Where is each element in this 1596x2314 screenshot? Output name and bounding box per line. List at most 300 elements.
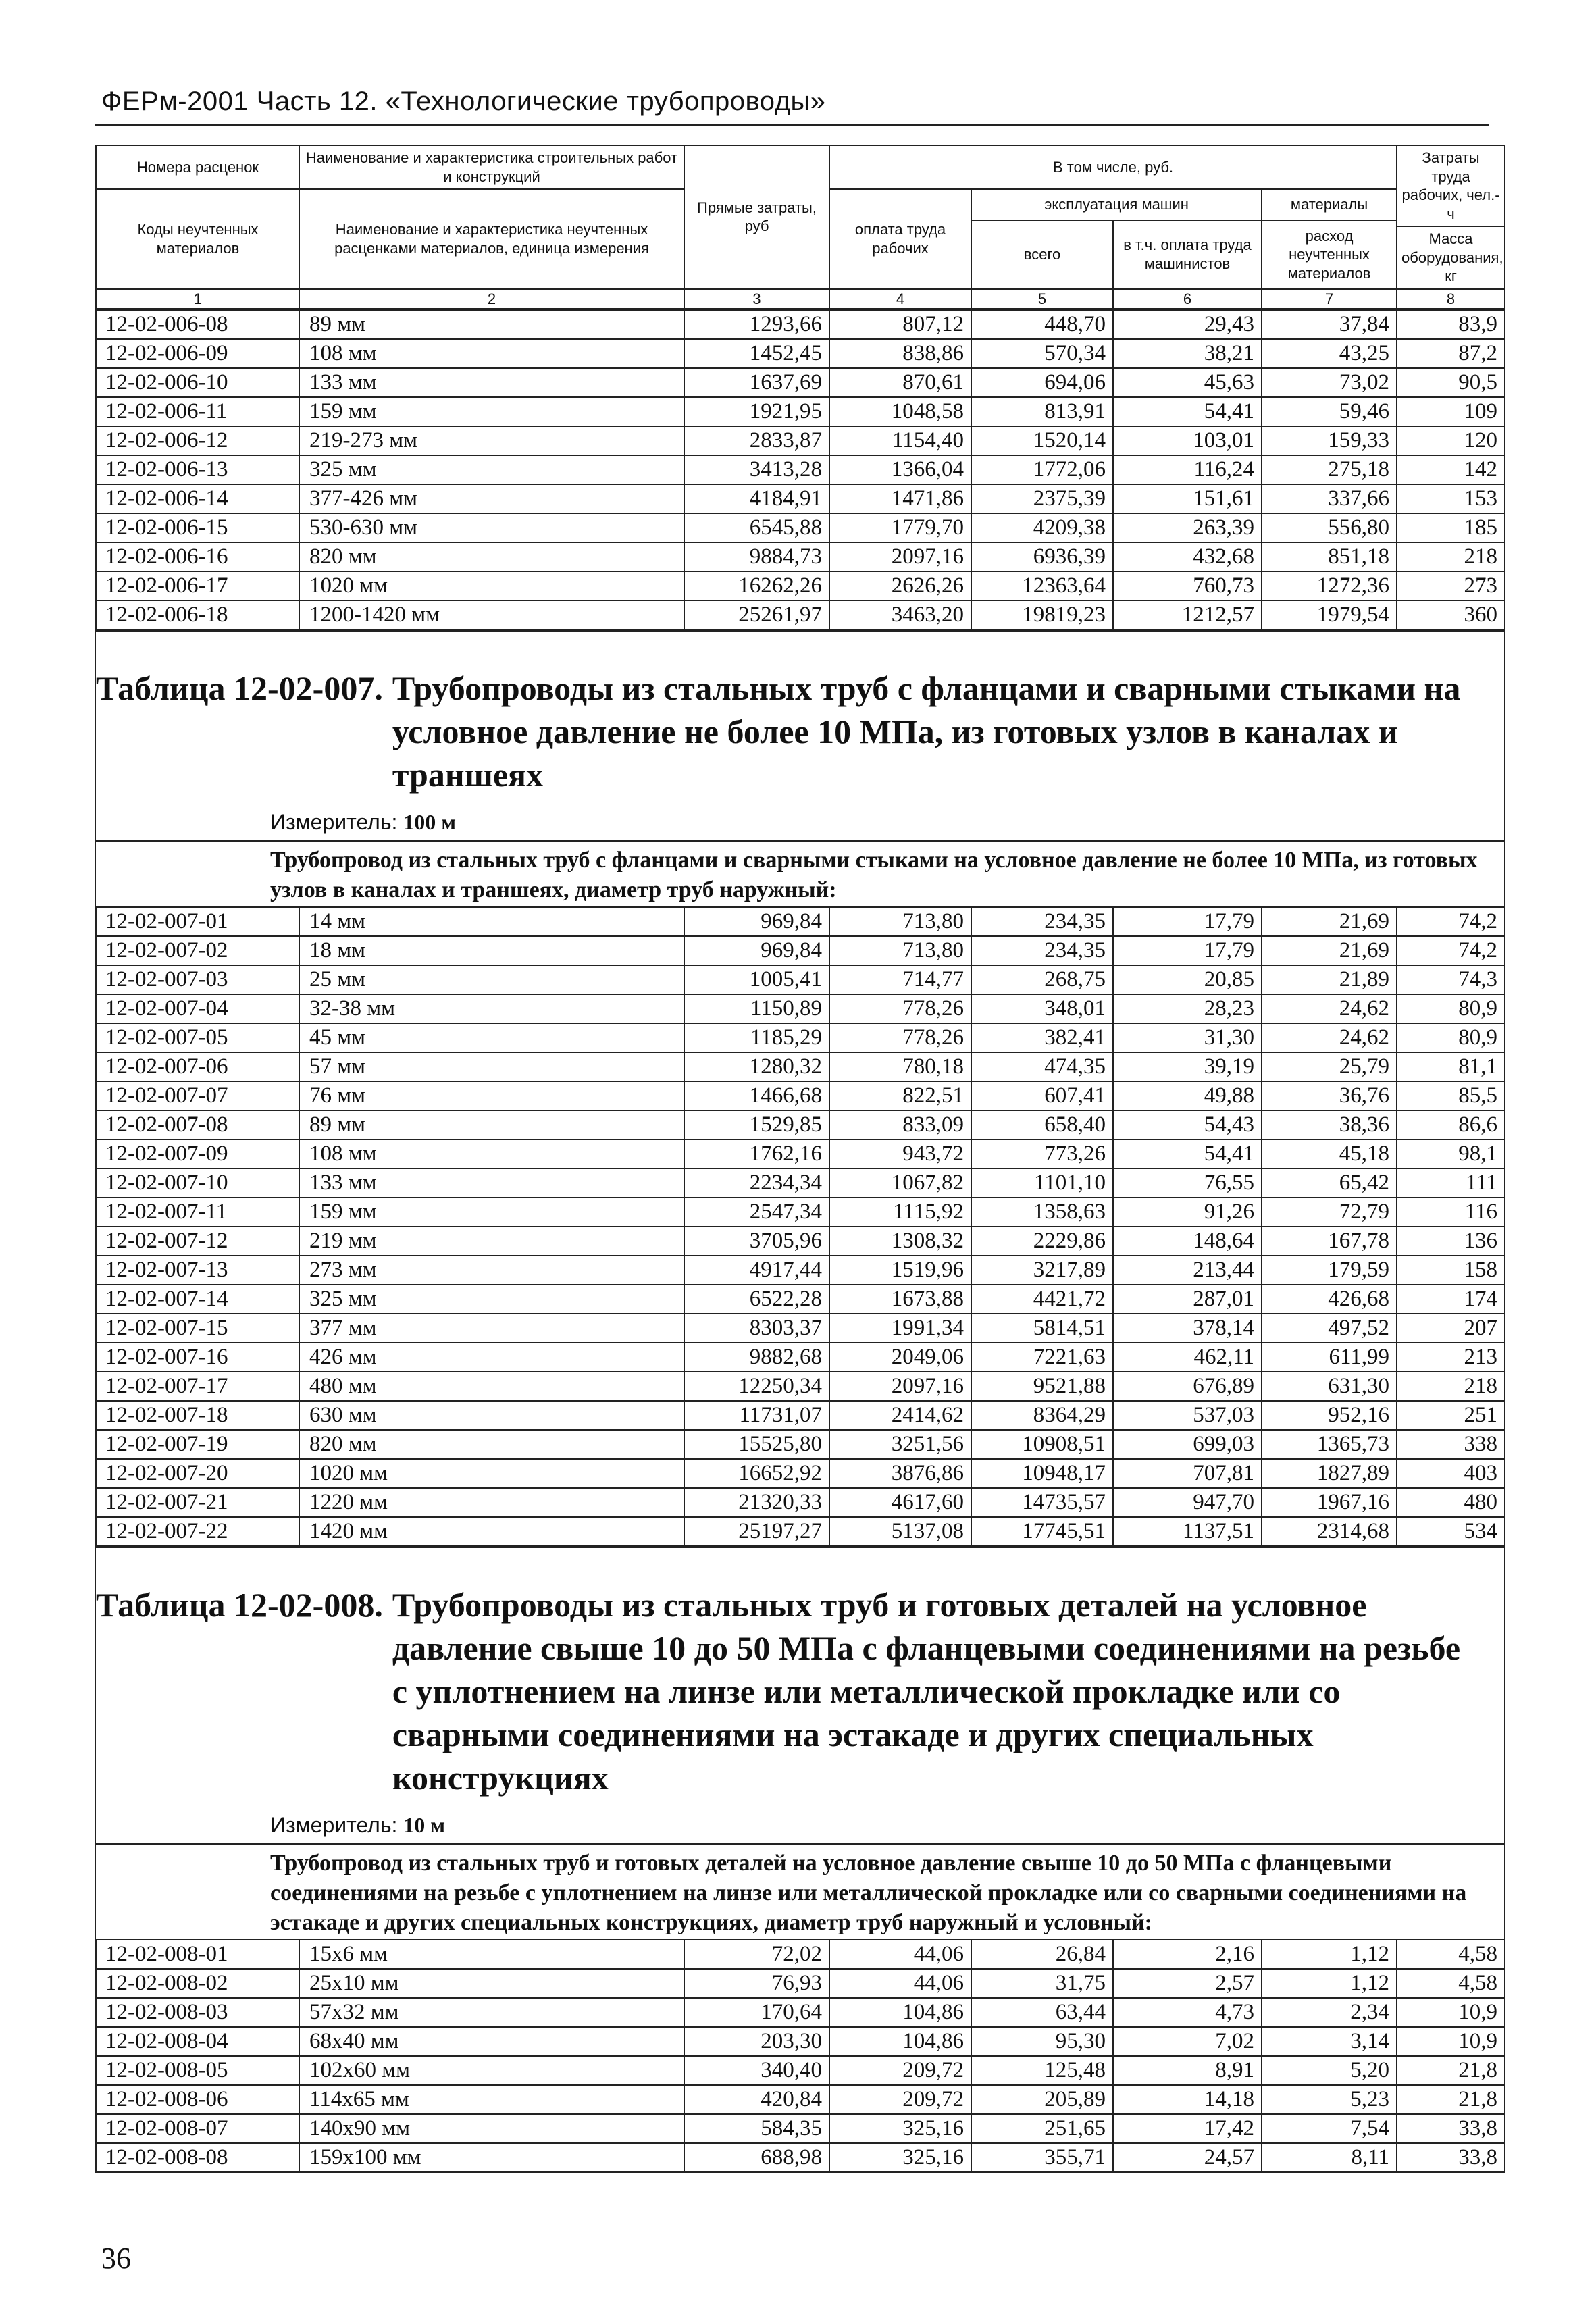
- work-name-cell: 25x10 мм: [299, 1969, 684, 1998]
- direct-cost-cell: 170,64: [684, 1998, 829, 2027]
- materials-cost-cell: 73,02: [1262, 368, 1397, 397]
- rate-code-cell: 12-02-006-17: [97, 571, 299, 600]
- rate-code-cell: 12-02-008-05: [97, 2056, 299, 2085]
- labor-hours-cell: 207: [1397, 1314, 1505, 1343]
- table-row: [97, 1372, 1505, 1401]
- machine-total-cell: 205,89: [971, 2085, 1113, 2114]
- labor-pay-cell: 833,09: [829, 1110, 971, 1139]
- machine-total-cell: 4421,72: [971, 1285, 1113, 1314]
- materials-cost-cell: 1,12: [1262, 1940, 1397, 1969]
- labor-hours-cell: 534: [1397, 1517, 1505, 1546]
- machinist-pay-cell: 28,23: [1113, 994, 1262, 1023]
- table-row: [97, 1459, 1505, 1488]
- labor-hours-cell: 174: [1397, 1285, 1505, 1314]
- direct-cost-cell: 16262,26: [684, 571, 829, 600]
- table-row: [97, 2027, 1505, 2056]
- labor-hours-cell: 21,8: [1397, 2056, 1505, 2085]
- machinist-pay-cell: 20,85: [1113, 965, 1262, 994]
- work-name-cell: 102x60 мм: [299, 2056, 684, 2085]
- machine-total-cell: 570,34: [971, 339, 1113, 368]
- labor-hours-cell: 109: [1397, 397, 1505, 426]
- materials-cost-cell: 851,18: [1262, 542, 1397, 571]
- materials-cost-cell: 5,20: [1262, 2056, 1397, 2085]
- machine-total-cell: 5814,51: [971, 1314, 1113, 1343]
- rate-code-cell: 12-02-006-09: [97, 339, 299, 368]
- direct-cost-cell: 2833,87: [684, 426, 829, 455]
- col-number: 2: [299, 289, 684, 309]
- machine-total-cell: 19819,23: [971, 600, 1113, 629]
- table-row: [97, 1285, 1505, 1314]
- rate-code-cell: 12-02-007-14: [97, 1285, 299, 1314]
- rate-code-cell: 12-02-007-08: [97, 1110, 299, 1139]
- machine-total-cell: 607,41: [971, 1081, 1113, 1110]
- work-name-cell: 1020 мм: [299, 1459, 684, 1488]
- rate-code-cell: 12-02-007-01: [97, 907, 299, 936]
- materials-cost-cell: 65,42: [1262, 1168, 1397, 1198]
- work-name-cell: 377 мм: [299, 1314, 684, 1343]
- work-name-cell: 15x6 мм: [299, 1940, 684, 1969]
- table-row: [97, 2114, 1505, 2143]
- labor-hours-cell: 80,9: [1397, 994, 1505, 1023]
- rate-code-cell: 12-02-007-05: [97, 1023, 299, 1052]
- direct-cost-cell: 9884,73: [684, 542, 829, 571]
- direct-cost-cell: 1921,95: [684, 397, 829, 426]
- materials-cost-cell: 21,69: [1262, 907, 1397, 936]
- machinist-pay-cell: 760,73: [1113, 571, 1262, 600]
- machinist-pay-cell: 91,26: [1113, 1198, 1262, 1227]
- work-name-cell: 219-273 мм: [299, 426, 684, 455]
- direct-cost-cell: 8303,37: [684, 1314, 829, 1343]
- rate-code-cell: 12-02-007-12: [97, 1227, 299, 1256]
- direct-cost-cell: 25261,97: [684, 600, 829, 629]
- work-name-cell: 68x40 мм: [299, 2027, 684, 2056]
- materials-cost-cell: 5,23: [1262, 2085, 1397, 2114]
- rate-code-cell: 12-02-007-13: [97, 1256, 299, 1285]
- materials-cost-cell: 611,99: [1262, 1343, 1397, 1372]
- materials-cost-cell: 43,25: [1262, 339, 1397, 368]
- labor-pay-cell: 1779,70: [829, 513, 971, 542]
- machine-total-cell: 234,35: [971, 907, 1113, 936]
- labor-pay-cell: 325,16: [829, 2143, 971, 2172]
- machinist-pay-cell: 7,02: [1113, 2027, 1262, 2056]
- header-col1-bottom: Коды неучтенных материалов: [97, 189, 299, 289]
- table-row: [97, 907, 1505, 936]
- machine-total-cell: 14735,57: [971, 1488, 1113, 1517]
- work-name-cell: 426 мм: [299, 1343, 684, 1372]
- machinist-pay-cell: 537,03: [1113, 1401, 1262, 1430]
- materials-cost-cell: 25,79: [1262, 1052, 1397, 1081]
- direct-cost-cell: 6522,28: [684, 1285, 829, 1314]
- machine-total-cell: 3217,89: [971, 1256, 1113, 1285]
- labor-pay-cell: 104,86: [829, 1998, 971, 2027]
- materials-cost-cell: 952,16: [1262, 1401, 1397, 1430]
- machine-total-cell: 4209,38: [971, 513, 1113, 542]
- table-008: [96, 1939, 1505, 2173]
- machinist-pay-cell: 17,79: [1113, 907, 1262, 936]
- labor-hours-cell: 142: [1397, 455, 1505, 484]
- table-row: [97, 339, 1505, 368]
- rate-code-cell: 12-02-007-16: [97, 1343, 299, 1372]
- machinist-pay-cell: 947,70: [1113, 1488, 1262, 1517]
- rate-code-cell: 12-02-007-20: [97, 1459, 299, 1488]
- work-name-cell: 159x100 мм: [299, 2143, 684, 2172]
- work-name-cell: 18 мм: [299, 936, 684, 965]
- labor-hours-cell: 251: [1397, 1401, 1505, 1430]
- labor-hours-cell: 90,5: [1397, 368, 1505, 397]
- labor-pay-cell: 807,12: [829, 310, 971, 339]
- machinist-pay-cell: 8,91: [1113, 2056, 1262, 2085]
- table-row: [97, 1401, 1505, 1430]
- direct-cost-cell: 4917,44: [684, 1256, 829, 1285]
- direct-cost-cell: 1637,69: [684, 368, 829, 397]
- labor-hours-cell: 4,58: [1397, 1940, 1505, 1969]
- machinist-pay-cell: 116,24: [1113, 455, 1262, 484]
- labor-hours-cell: 218: [1397, 542, 1505, 571]
- machine-total-cell: 234,35: [971, 936, 1113, 965]
- rate-code-cell: 12-02-008-06: [97, 2085, 299, 2114]
- work-name-cell: 159 мм: [299, 1198, 684, 1227]
- machine-total-cell: 95,30: [971, 2027, 1113, 2056]
- labor-pay-cell: 838,86: [829, 339, 971, 368]
- machinist-pay-cell: 378,14: [1113, 1314, 1262, 1343]
- work-name-cell: 480 мм: [299, 1372, 684, 1401]
- rate-code-cell: 12-02-007-02: [97, 936, 299, 965]
- table-row: [97, 2056, 1505, 2085]
- labor-pay-cell: 1115,92: [829, 1198, 971, 1227]
- table-row: [97, 426, 1505, 455]
- labor-hours-cell: 80,9: [1397, 1023, 1505, 1052]
- labor-hours-cell: 98,1: [1397, 1139, 1505, 1168]
- machinist-pay-cell: 213,44: [1113, 1256, 1262, 1285]
- rate-code-cell: 12-02-008-04: [97, 2027, 299, 2056]
- table-row: [97, 600, 1505, 629]
- labor-pay-cell: 714,77: [829, 965, 971, 994]
- table-row: [97, 1517, 1505, 1546]
- labor-pay-cell: 1471,86: [829, 484, 971, 513]
- table-007-description: Трубопровод из стальных труб с фланцами и сварными стыками на условное давление не более 10 МПа, из готовых узлов в каналах и траншеях, диаметр труб наружный:: [96, 840, 1504, 906]
- direct-cost-cell: 72,02: [684, 1940, 829, 1969]
- table-007-title: Трубопроводы из стальных труб с фланцами и сварными стыками на условное давление не более 10 МПа, из готовых узлов в каналах и траншеях: [392, 669, 1461, 794]
- work-name-cell: 25 мм: [299, 965, 684, 994]
- rate-code-cell: 12-02-007-19: [97, 1430, 299, 1459]
- table-row: [97, 513, 1505, 542]
- rate-code-cell: 12-02-006-11: [97, 397, 299, 426]
- labor-pay-cell: 943,72: [829, 1139, 971, 1168]
- machine-total-cell: 813,91: [971, 397, 1113, 426]
- labor-pay-cell: 1991,34: [829, 1314, 971, 1343]
- table-row: [97, 1081, 1505, 1110]
- labor-hours-cell: 4,58: [1397, 1969, 1505, 1998]
- table-row: [97, 1139, 1505, 1168]
- direct-cost-cell: 9882,68: [684, 1343, 829, 1372]
- measure-label: Измеритель:: [270, 1813, 398, 1837]
- materials-cost-cell: 631,30: [1262, 1372, 1397, 1401]
- col-number: 1: [97, 289, 299, 309]
- table-row: [97, 1314, 1505, 1343]
- labor-pay-cell: 1519,96: [829, 1256, 971, 1285]
- rate-code-cell: 12-02-008-07: [97, 2114, 299, 2143]
- machine-total-cell: 125,48: [971, 2056, 1113, 2085]
- materials-cost-cell: 24,62: [1262, 994, 1397, 1023]
- labor-hours-cell: 21,8: [1397, 2085, 1505, 2114]
- table-row: [97, 994, 1505, 1023]
- table-007: [96, 906, 1505, 1547]
- work-name-cell: 76 мм: [299, 1081, 684, 1110]
- table-row: [97, 571, 1505, 600]
- table-row: [97, 397, 1505, 426]
- rate-code-cell: 12-02-007-04: [97, 994, 299, 1023]
- materials-cost-cell: 1,12: [1262, 1969, 1397, 1998]
- materials-cost-cell: 426,68: [1262, 1285, 1397, 1314]
- rate-code-cell: 12-02-008-08: [97, 2143, 299, 2172]
- table-008-measure: [96, 1799, 1504, 1843]
- labor-pay-cell: 1308,32: [829, 1227, 971, 1256]
- materials-cost-cell: 2,34: [1262, 1998, 1397, 2027]
- machinist-pay-cell: 54,41: [1113, 397, 1262, 426]
- labor-pay-cell: 3463,20: [829, 600, 971, 629]
- table-row: [97, 484, 1505, 513]
- labor-hours-cell: 360: [1397, 600, 1505, 629]
- rate-code-cell: 12-02-007-21: [97, 1488, 299, 1517]
- labor-pay-cell: 822,51: [829, 1081, 971, 1110]
- labor-hours-cell: 10,9: [1397, 1998, 1505, 2027]
- machine-total-cell: 63,44: [971, 1998, 1113, 2027]
- table-row: [97, 455, 1505, 484]
- machinist-pay-cell: 54,43: [1113, 1110, 1262, 1139]
- labor-pay-cell: 44,06: [829, 1969, 971, 1998]
- direct-cost-cell: 2547,34: [684, 1198, 829, 1227]
- materials-cost-cell: 1827,89: [1262, 1459, 1397, 1488]
- machinist-pay-cell: 38,21: [1113, 339, 1262, 368]
- work-name-cell: 630 мм: [299, 1401, 684, 1430]
- col-number: 5: [971, 289, 1113, 309]
- table-row: [97, 1998, 1505, 2027]
- machine-total-cell: 26,84: [971, 1940, 1113, 1969]
- machine-total-cell: 10948,17: [971, 1459, 1113, 1488]
- work-name-cell: 140x90 мм: [299, 2114, 684, 2143]
- table-row: [97, 1052, 1505, 1081]
- col-number: 6: [1113, 289, 1262, 309]
- table-row: [97, 1198, 1505, 1227]
- machine-total-cell: 17745,51: [971, 1517, 1113, 1546]
- machine-total-cell: 382,41: [971, 1023, 1113, 1052]
- machine-total-cell: 31,75: [971, 1969, 1113, 1998]
- labor-hours-cell: 33,8: [1397, 2114, 1505, 2143]
- rate-code-cell: 12-02-006-10: [97, 368, 299, 397]
- direct-cost-cell: 1150,89: [684, 994, 829, 1023]
- labor-hours-cell: 33,8: [1397, 2143, 1505, 2172]
- direct-cost-cell: 15525,80: [684, 1430, 829, 1459]
- labor-pay-cell: 713,80: [829, 936, 971, 965]
- header-rule: [95, 124, 1489, 126]
- table-row: [97, 1343, 1505, 1372]
- materials-cost-cell: 7,54: [1262, 2114, 1397, 2143]
- direct-cost-cell: 1529,85: [684, 1110, 829, 1139]
- materials-cost-cell: 2314,68: [1262, 1517, 1397, 1546]
- materials-cost-cell: 24,62: [1262, 1023, 1397, 1052]
- labor-hours-cell: 403: [1397, 1459, 1505, 1488]
- rate-code-cell: 12-02-007-09: [97, 1139, 299, 1168]
- machinist-pay-cell: 76,55: [1113, 1168, 1262, 1198]
- machinist-pay-cell: 707,81: [1113, 1459, 1262, 1488]
- labor-hours-cell: 87,2: [1397, 339, 1505, 368]
- labor-pay-cell: 3251,56: [829, 1430, 971, 1459]
- table-row: [97, 1430, 1505, 1459]
- direct-cost-cell: 1005,41: [684, 965, 829, 994]
- direct-cost-cell: 1280,32: [684, 1052, 829, 1081]
- machinist-pay-cell: 45,63: [1113, 368, 1262, 397]
- rate-code-cell: 12-02-007-15: [97, 1314, 299, 1343]
- labor-pay-cell: 209,72: [829, 2085, 971, 2114]
- labor-hours-cell: 10,9: [1397, 2027, 1505, 2056]
- measure-label: Измеритель:: [270, 810, 398, 834]
- machinist-pay-cell: 4,73: [1113, 1998, 1262, 2027]
- labor-hours-cell: 74,3: [1397, 965, 1505, 994]
- rate-code-cell: 12-02-007-11: [97, 1198, 299, 1227]
- labor-pay-cell: 3876,86: [829, 1459, 971, 1488]
- materials-cost-cell: 497,52: [1262, 1314, 1397, 1343]
- direct-cost-cell: 4184,91: [684, 484, 829, 513]
- materials-cost-cell: 1979,54: [1262, 600, 1397, 629]
- labor-hours-cell: 85,5: [1397, 1081, 1505, 1110]
- section-table-008: [96, 1547, 1504, 2173]
- machinist-pay-cell: 14,18: [1113, 2085, 1262, 2114]
- machine-total-cell: 9521,88: [971, 1372, 1113, 1401]
- document-body: [95, 145, 1505, 2173]
- machine-total-cell: 348,01: [971, 994, 1113, 1023]
- materials-cost-cell: 179,59: [1262, 1256, 1397, 1285]
- machinist-pay-cell: 49,88: [1113, 1081, 1262, 1110]
- work-name-cell: 57x32 мм: [299, 1998, 684, 2027]
- machine-total-cell: 1101,10: [971, 1168, 1113, 1198]
- materials-cost-cell: 1365,73: [1262, 1430, 1397, 1459]
- header-col2-bottom: Наименование и характеристика неучтенных расценками материалов, единица измерения: [299, 189, 684, 289]
- work-name-cell: 325 мм: [299, 1285, 684, 1314]
- machinist-pay-cell: 17,79: [1113, 936, 1262, 965]
- measure-value: 10 м: [403, 1813, 446, 1837]
- labor-pay-cell: 870,61: [829, 368, 971, 397]
- labor-pay-cell: 2097,16: [829, 1372, 971, 1401]
- materials-cost-cell: 21,69: [1262, 936, 1397, 965]
- machinist-pay-cell: 676,89: [1113, 1372, 1262, 1401]
- work-name-cell: 530-630 мм: [299, 513, 684, 542]
- labor-pay-cell: 1048,58: [829, 397, 971, 426]
- machine-total-cell: 773,26: [971, 1139, 1113, 1168]
- work-name-cell: 133 мм: [299, 1168, 684, 1198]
- table-row: [97, 936, 1505, 965]
- machinist-pay-cell: 699,03: [1113, 1430, 1262, 1459]
- work-name-cell: 114x65 мм: [299, 2085, 684, 2114]
- rate-code-cell: 12-02-006-15: [97, 513, 299, 542]
- direct-cost-cell: 688,98: [684, 2143, 829, 2172]
- labor-pay-cell: 104,86: [829, 2027, 971, 2056]
- table-007-heading: [96, 667, 1504, 796]
- work-name-cell: 820 мм: [299, 542, 684, 571]
- table-row: [97, 1940, 1505, 1969]
- direct-cost-cell: 584,35: [684, 2114, 829, 2143]
- header-col2-top: Наименование и характеристика строительных работ и конструкций: [299, 145, 684, 189]
- materials-cost-cell: 3,14: [1262, 2027, 1397, 2056]
- labor-pay-cell: 1366,04: [829, 455, 971, 484]
- direct-cost-cell: 969,84: [684, 907, 829, 936]
- section-table-007: [96, 630, 1504, 1547]
- machinist-pay-cell: 151,61: [1113, 484, 1262, 513]
- rate-code-cell: 12-02-007-17: [97, 1372, 299, 1401]
- direct-cost-cell: 969,84: [684, 936, 829, 965]
- work-name-cell: 108 мм: [299, 1139, 684, 1168]
- page-number: 36: [101, 2242, 131, 2275]
- materials-cost-cell: 1272,36: [1262, 571, 1397, 600]
- direct-cost-cell: 76,93: [684, 1969, 829, 1998]
- rate-code-cell: 12-02-007-06: [97, 1052, 299, 1081]
- direct-cost-cell: 11731,07: [684, 1401, 829, 1430]
- work-name-cell: 89 мм: [299, 310, 684, 339]
- table-row: [97, 542, 1505, 571]
- work-name-cell: 45 мм: [299, 1023, 684, 1052]
- materials-cost-cell: 556,80: [1262, 513, 1397, 542]
- materials-cost-cell: 1967,16: [1262, 1488, 1397, 1517]
- machine-total-cell: 268,75: [971, 965, 1113, 994]
- direct-cost-cell: 1452,45: [684, 339, 829, 368]
- materials-cost-cell: 45,18: [1262, 1139, 1397, 1168]
- machine-total-cell: 2229,86: [971, 1227, 1113, 1256]
- labor-pay-cell: 713,80: [829, 907, 971, 936]
- labor-hours-cell: 273: [1397, 571, 1505, 600]
- labor-hours-cell: 120: [1397, 426, 1505, 455]
- machinist-pay-cell: 462,11: [1113, 1343, 1262, 1372]
- rate-code-cell: 12-02-007-10: [97, 1168, 299, 1198]
- materials-cost-cell: 72,79: [1262, 1198, 1397, 1227]
- labor-hours-cell: 136: [1397, 1227, 1505, 1256]
- labor-pay-cell: 1673,88: [829, 1285, 971, 1314]
- rate-code-cell: 12-02-007-07: [97, 1081, 299, 1110]
- machine-total-cell: 658,40: [971, 1110, 1113, 1139]
- work-name-cell: 89 мм: [299, 1110, 684, 1139]
- labor-pay-cell: 778,26: [829, 994, 971, 1023]
- header-col5: всего: [971, 220, 1113, 288]
- work-name-cell: 32-38 мм: [299, 994, 684, 1023]
- machine-total-cell: 6936,39: [971, 542, 1113, 571]
- materials-cost-cell: 159,33: [1262, 426, 1397, 455]
- col-number: 3: [684, 289, 829, 309]
- rate-code-cell: 12-02-006-18: [97, 600, 299, 629]
- labor-hours-cell: 116: [1397, 1198, 1505, 1227]
- direct-cost-cell: 3705,96: [684, 1227, 829, 1256]
- materials-cost-cell: 167,78: [1262, 1227, 1397, 1256]
- direct-cost-cell: 420,84: [684, 2085, 829, 2114]
- machinist-pay-cell: 54,41: [1113, 1139, 1262, 1168]
- machinist-pay-cell: 24,57: [1113, 2143, 1262, 2172]
- materials-cost-cell: 8,11: [1262, 2143, 1397, 2172]
- direct-cost-cell: 203,30: [684, 2027, 829, 2056]
- machine-total-cell: 1358,63: [971, 1198, 1113, 1227]
- header-col3: Прямые затраты, руб: [684, 145, 829, 289]
- labor-hours-cell: 480: [1397, 1488, 1505, 1517]
- machinist-pay-cell: 1212,57: [1113, 600, 1262, 629]
- table-row: [97, 1023, 1505, 1052]
- labor-hours-cell: 83,9: [1397, 310, 1505, 339]
- rate-code-cell: 12-02-006-12: [97, 426, 299, 455]
- rate-code-cell: 12-02-006-16: [97, 542, 299, 571]
- machine-total-cell: 12363,64: [971, 571, 1113, 600]
- col-number: 4: [829, 289, 971, 309]
- direct-cost-cell: 1466,68: [684, 1081, 829, 1110]
- measure-value: 100 м: [403, 810, 457, 834]
- labor-pay-cell: 5137,08: [829, 1517, 971, 1546]
- table-007-measure: [96, 796, 1504, 840]
- work-name-cell: 1220 мм: [299, 1488, 684, 1517]
- labor-pay-cell: 1154,40: [829, 426, 971, 455]
